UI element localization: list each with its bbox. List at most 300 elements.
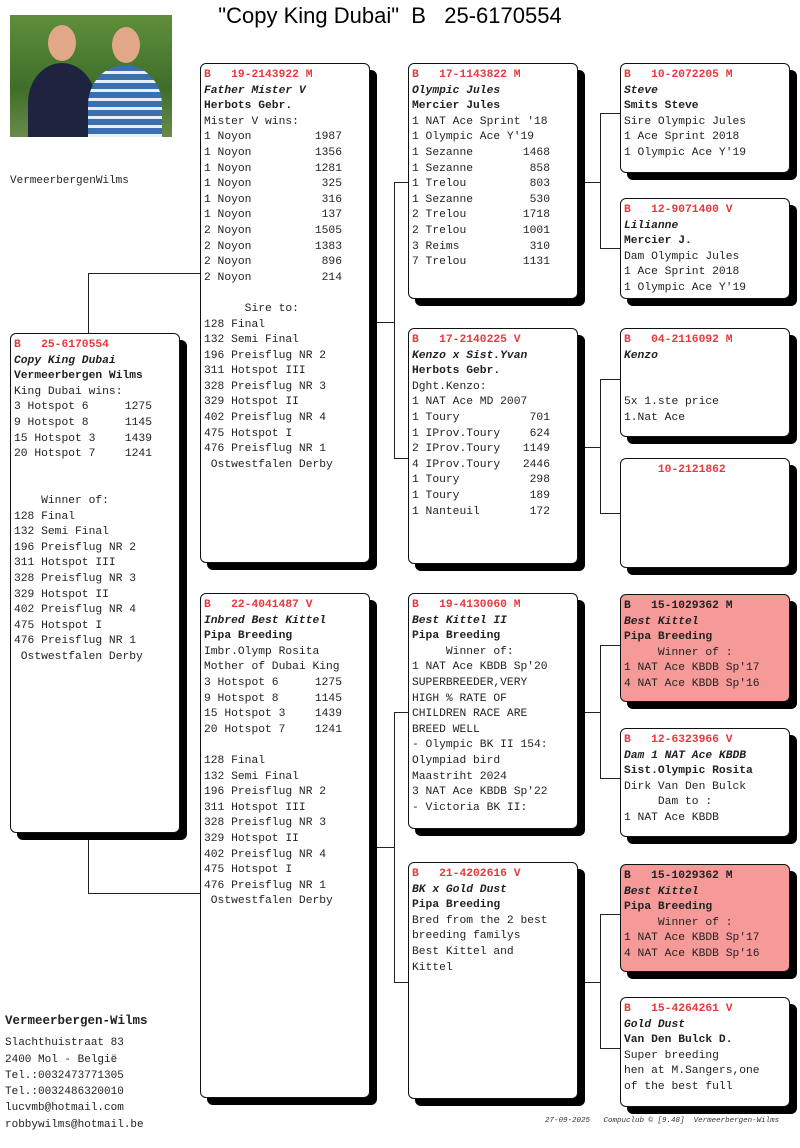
info-line: 196 Preisflug NR 2: [14, 541, 137, 554]
footer-date: 27-09-2025: [545, 1117, 591, 1125]
connector: [377, 322, 394, 323]
info-line: [412, 427, 574, 443]
pigeon-name: Inbred Best Kittel: [204, 614, 327, 627]
info-line: 4 NAT Ace KBDB Sp'16: [624, 677, 760, 690]
country-code: B: [204, 69, 211, 81]
info-line: 328 Preisflug NR 3: [204, 380, 327, 393]
spacer: [719, 334, 726, 346]
info-line: Kittel: [412, 961, 453, 974]
connector: [394, 712, 408, 713]
info-line: [204, 723, 366, 739]
ring-number: 15-1029362: [651, 870, 719, 882]
result-value: 1505: [314, 224, 342, 237]
connector: [88, 840, 89, 893]
result-race: 1 Toury: [412, 489, 460, 502]
ring-number: 12-6323966: [651, 734, 719, 746]
result-value: 1131: [522, 256, 550, 269]
info-line: [412, 411, 574, 427]
country-code: B: [14, 339, 21, 351]
info-line: 1 Olympic Ace Y'19: [412, 131, 535, 144]
info-line: 402 Preisflug NR 4: [204, 848, 327, 861]
info-line: [204, 271, 366, 287]
info-line: Best Kittel and: [412, 945, 514, 958]
ring-header: [412, 598, 574, 614]
connector: [600, 379, 620, 380]
spacer: [631, 69, 651, 81]
result-value: 1356: [314, 146, 342, 159]
info-line: 329 Hotspot II: [14, 588, 109, 601]
result-value: 137: [321, 209, 342, 222]
sex-marker: M: [725, 334, 733, 346]
connector: [585, 182, 600, 183]
country-code: B: [624, 1003, 631, 1015]
info-line: [204, 286, 366, 302]
info-line: [204, 193, 366, 209]
result-race: 9 Hotspot 8: [14, 416, 89, 429]
connector: [600, 914, 601, 1048]
info-line: 1 Olympic Ace Y'19: [624, 281, 747, 294]
info-line: 3 NAT Ace KBDB Sp'22: [412, 786, 548, 799]
info-line: 1.Nat Ace: [624, 411, 686, 424]
info-line: [204, 146, 366, 162]
result-value: 310: [529, 240, 550, 253]
info-line: 475 Hotspot I: [204, 864, 293, 877]
result-value: 1987: [314, 131, 342, 144]
country-code: B: [624, 204, 631, 216]
owner-name: Pipa Breeding: [204, 630, 293, 643]
pigeon-card-dam[interactable]: [200, 593, 370, 1098]
info-line: [412, 255, 574, 271]
result-race: 2 Noyon: [204, 271, 252, 284]
country-code: B: [624, 600, 631, 612]
spacer: [211, 69, 231, 81]
ring-number: 25-6170554: [41, 339, 109, 351]
owner-name: Sist.Olympic Rosita: [624, 765, 753, 778]
result-value: 1275: [314, 676, 342, 689]
info-line: 1 Olympic Ace Y'19: [624, 146, 747, 159]
connector: [600, 248, 620, 249]
info-line: 328 Preisflug NR 3: [204, 817, 327, 830]
pigeon-card-sds[interactable]: [620, 328, 790, 437]
owner-name: [624, 364, 786, 380]
info-line: Imbr.Olymp Rosita: [204, 645, 320, 658]
sex-marker: M: [725, 69, 733, 81]
ring-number: 12-9071400: [651, 204, 719, 216]
pigeon-card-sd[interactable]: [408, 328, 578, 564]
result-value: 701: [529, 411, 550, 424]
pigeon-name: Steve: [624, 84, 658, 97]
result-race: 4 IProv.Toury: [412, 458, 501, 471]
info-line: [412, 208, 574, 224]
info-line: [412, 458, 574, 474]
result-race: 1 Sezanne: [412, 146, 474, 159]
info-line: 476 Preisflug NR 1: [14, 635, 137, 648]
contact-phone: Tel.:0032473771305: [5, 1069, 124, 1082]
result-race: 3 Hotspot 6: [14, 401, 89, 414]
connector: [600, 645, 620, 646]
pigeon-card-subject[interactable]: [10, 333, 180, 833]
spacer: [21, 339, 41, 351]
result-value: 1439: [314, 708, 342, 721]
ring-header: [624, 599, 786, 615]
result-value: 325: [321, 178, 342, 191]
result-value: 896: [321, 256, 342, 269]
ring-header: [412, 867, 574, 883]
info-line: [14, 400, 176, 416]
ring-header: [624, 203, 786, 219]
info-line: [14, 447, 176, 463]
info-line: 132 Semi Final: [14, 526, 109, 539]
info-line: Mother of Dubai King: [204, 661, 340, 674]
info-line: [14, 416, 176, 432]
info-line: Bred from the 2 best: [412, 914, 548, 927]
ring-header: [624, 333, 786, 349]
info-line: Super breeding: [624, 1049, 719, 1062]
sex-marker: V: [513, 334, 521, 346]
result-race: 1 IProv.Toury: [412, 427, 501, 440]
connector: [600, 513, 620, 514]
result-race: 20 Hotspot 7: [204, 723, 286, 736]
sex-marker: V: [725, 1003, 733, 1015]
info-line: Ostwestfalen Derby: [204, 458, 333, 471]
info-line: BREED WELL: [412, 723, 480, 736]
ring-header: [624, 1002, 786, 1018]
ring-header: [624, 68, 786, 84]
result-value: 1149: [522, 443, 550, 456]
connector: [600, 914, 620, 915]
pigeon-card-sss[interactable]: [620, 63, 790, 173]
result-race: 2 Noyon: [204, 224, 252, 237]
info-line: Sire Olympic Jules: [624, 115, 747, 128]
result-value: 1145: [314, 692, 342, 705]
info-line: [14, 478, 176, 494]
info-line: CHILDREN RACE ARE: [412, 708, 528, 721]
info-line: 402 Preisflug NR 4: [204, 412, 327, 425]
owner-name: Smits Steve: [624, 100, 699, 113]
result-race: 1 Trelou: [412, 178, 467, 191]
result-race: 1 Noyon: [204, 209, 252, 222]
pigeon-name: Father Mister V: [204, 84, 306, 97]
info-line: 128 Final: [204, 754, 266, 767]
info-line: Maastriht 2024: [412, 770, 507, 783]
spacer: [631, 600, 651, 612]
contact-email[interactable]: lucvmb@hotmail.com: [5, 1102, 124, 1115]
info-line: 475 Hotspot I: [14, 619, 103, 632]
result-race: 2 Noyon: [204, 240, 252, 253]
owner-name: Herbots Gebr.: [412, 365, 501, 378]
pigeon-name: Olympic Jules: [412, 84, 501, 97]
spacer: [419, 599, 439, 611]
connector: [585, 982, 600, 983]
info-line: [204, 692, 366, 708]
info-line: 4 NAT Ace KBDB Sp'16: [624, 947, 760, 960]
pigeon-card-ssd[interactable]: [620, 198, 790, 299]
ring-number: 10-2121862: [657, 464, 726, 476]
info-line: [412, 177, 574, 193]
spacer: [109, 339, 116, 351]
result-value: 1439: [124, 432, 152, 445]
footer-owner: Vermeerbergen-Wilms: [693, 1117, 780, 1125]
spacer: [631, 1003, 651, 1015]
footer-software: Compuclub © [9.48]: [603, 1117, 685, 1125]
connector: [377, 847, 394, 848]
info-line: 476 Preisflug NR 1: [204, 443, 327, 456]
spacer: [719, 1003, 726, 1015]
info-line: 1 NAT Ace KBDB Sp'17: [624, 662, 760, 675]
result-race: 3 Reims: [412, 240, 460, 253]
country-code: B: [412, 599, 419, 611]
info-line: Ostwestfalen Derby: [204, 895, 333, 908]
info-line: - Victoria BK II:: [412, 801, 528, 814]
connector: [394, 182, 408, 183]
pigeon-card-ds[interactable]: [408, 593, 578, 829]
contact-block: [5, 1013, 148, 1133]
ring-header: [204, 598, 366, 614]
contact-email[interactable]: robbywilms@hotmail.be: [5, 1118, 144, 1131]
info-line: [204, 208, 366, 224]
contact-line: Slachthuistraat 83: [5, 1037, 124, 1050]
result-race: 1 Toury: [412, 474, 460, 487]
result-value: 1718: [522, 209, 550, 222]
ring-header: [14, 338, 176, 354]
info-line: Sire to:: [204, 302, 299, 315]
owner-name: Van Den Bulck D.: [624, 1034, 733, 1047]
spacer: [507, 868, 514, 880]
info-line: [204, 224, 366, 240]
person-right-head: [112, 27, 140, 63]
spacer: [631, 734, 651, 746]
info-line: [14, 432, 176, 448]
result-race: 1 Noyon: [204, 131, 252, 144]
brand-label: VermeerbergenWilms: [10, 175, 129, 187]
info-line: 1 NAT Ace KBDB Sp'20: [412, 661, 548, 674]
ring-number: 10-2072205: [651, 69, 719, 81]
result-value: 2446: [522, 458, 550, 471]
result-race: 7 Trelou: [412, 256, 467, 269]
connector: [394, 458, 408, 459]
pigeon-card-sire[interactable]: [200, 63, 370, 563]
pigeon-card-ss[interactable]: [408, 63, 578, 299]
info-line: [204, 676, 366, 692]
ring-header: [624, 733, 786, 749]
sex-marker: V: [305, 599, 313, 611]
info-line: 5x 1.ste price: [624, 396, 719, 409]
spacer: [507, 69, 514, 81]
contact-phone: Tel.:0032486320010: [5, 1086, 124, 1099]
spacer: [631, 204, 651, 216]
info-line: 328 Preisflug NR 3: [14, 572, 137, 585]
info-line: Dam Olympic Jules: [624, 250, 740, 263]
info-line: [412, 505, 574, 521]
sex-marker: M: [725, 870, 733, 882]
info-line: Olympiad bird: [412, 754, 501, 767]
info-line: 1 NAT Ace KBDB: [624, 811, 719, 824]
result-race: 2 Trelou: [412, 224, 467, 237]
ring-number: 21-4202616: [439, 868, 507, 880]
info-line: Winner of:: [412, 645, 514, 658]
ring-number: 04-2116092: [651, 334, 719, 346]
info-line: 329 Hotspot II: [204, 396, 299, 409]
spacer: [719, 600, 726, 612]
owner-name: Herbots Gebr.: [204, 100, 293, 113]
spacer: [719, 870, 726, 882]
result-value: 298: [529, 474, 550, 487]
owner-name: Pipa Breeding: [624, 631, 713, 644]
info-line: [412, 193, 574, 209]
connector: [600, 1048, 620, 1049]
ring-number: 15-4264261: [651, 1003, 719, 1015]
country-code: B: [412, 868, 419, 880]
info-line: hen at M.Sangers,one: [624, 1065, 760, 1078]
info-line: 311 Hotspot III: [204, 801, 306, 814]
result-race: 1 Noyon: [204, 178, 252, 191]
ring-number: 19-2143922: [231, 69, 299, 81]
sex-marker: M: [305, 69, 313, 81]
connector: [600, 379, 601, 513]
pigeon-card-sdd[interactable]: [620, 458, 790, 568]
ring-header: [624, 463, 786, 479]
result-race: 1 Noyon: [204, 193, 252, 206]
result-race: 1 Toury: [412, 411, 460, 424]
person-left: [28, 63, 96, 137]
info-line: 128 Final: [204, 318, 266, 331]
result-value: 1275: [124, 401, 152, 414]
pigeon-card-dss[interactable]: [620, 594, 790, 702]
info-line: breeding familys: [412, 930, 521, 943]
info-line: [14, 463, 176, 479]
spacer: [726, 464, 733, 476]
info-line: SUPERBREEDER,VERY: [412, 676, 528, 689]
info-line: 311 Hotspot III: [14, 557, 116, 570]
result-race: 1 Nanteuil: [412, 505, 480, 518]
ring-number: 17-1143822: [439, 69, 507, 81]
result-value: 530: [529, 193, 550, 206]
owner-name: Pipa Breeding: [624, 901, 713, 914]
info-line: [412, 442, 574, 458]
info-line: [204, 707, 366, 723]
info-line: 311 Hotspot III: [204, 365, 306, 378]
sex-marker: M: [513, 69, 521, 81]
pigeon-name: Lilianne: [624, 219, 679, 232]
result-race: 1 Sezanne: [412, 162, 474, 175]
sex-marker: M: [725, 600, 733, 612]
spacer: [211, 599, 231, 611]
info-line: [204, 177, 366, 193]
connector: [585, 712, 600, 713]
connector: [88, 273, 200, 274]
result-race: 2 Trelou: [412, 209, 467, 222]
result-value: 803: [529, 178, 550, 191]
pigeon-card-dd[interactable]: [408, 862, 578, 1099]
country-code: B: [624, 69, 631, 81]
info-line: 1 Ace Sprint 2018: [624, 131, 740, 144]
pigeon-name: Best Kittel: [624, 885, 699, 898]
result-value: 858: [529, 162, 550, 175]
result-value: 624: [529, 427, 550, 440]
result-race: 9 Hotspot 8: [204, 692, 279, 705]
info-line: [204, 255, 366, 271]
ring-number: 22-4041487: [231, 599, 299, 611]
info-line: King Dubai wins:: [14, 385, 123, 398]
info-line: Winner of :: [624, 916, 733, 929]
info-line: [412, 473, 574, 489]
result-value: 1468: [522, 146, 550, 159]
spacer: [719, 69, 726, 81]
info-line: 402 Preisflug NR 4: [14, 604, 137, 617]
spacer: [419, 868, 439, 880]
info-line: 476 Preisflug NR 1: [204, 879, 327, 892]
info-line: 196 Preisflug NR 2: [204, 349, 327, 362]
info-line: 1 NAT Ace KBDB Sp'17: [624, 932, 760, 945]
country-code: B: [412, 69, 419, 81]
result-race: 2 Noyon: [204, 256, 252, 269]
info-line: Dam to :: [624, 796, 713, 809]
info-line: [412, 224, 574, 240]
pigeon-name: Kenzo: [624, 349, 658, 362]
connector: [600, 113, 601, 248]
result-value: 189: [529, 489, 550, 502]
pigeon-card-dsd[interactable]: [620, 728, 790, 837]
connector: [600, 645, 601, 778]
ring-number: 15-1029362: [651, 600, 719, 612]
pigeon-name: BK x Gold Dust: [412, 883, 507, 896]
owner-name: Mercier J.: [624, 235, 692, 248]
info-line: 475 Hotspot I: [204, 427, 293, 440]
info-line: Winner of:: [14, 494, 109, 507]
owner-name: Pipa Breeding: [412, 899, 501, 912]
person-left-head: [48, 25, 76, 61]
result-value: 1281: [314, 162, 342, 175]
result-race: 20 Hotspot 7: [14, 448, 96, 461]
result-value: 1145: [124, 416, 152, 429]
info-line: [204, 240, 366, 256]
owner-name: Vermeerbergen Wilms: [14, 370, 143, 383]
owner-name: Pipa Breeding: [412, 630, 501, 643]
result-race: 1 Noyon: [204, 162, 252, 175]
spacer: [419, 69, 439, 81]
pigeon-card-ddd[interactable]: [620, 997, 790, 1107]
result-race: 1 Sezanne: [412, 193, 474, 206]
result-race: 3 Hotspot 6: [204, 676, 279, 689]
info-line: 196 Preisflug NR 2: [204, 786, 327, 799]
country-code: B: [624, 734, 631, 746]
info-line: 128 Final: [14, 510, 76, 523]
footer: [545, 1117, 779, 1125]
sex-marker: V: [725, 204, 733, 216]
country-code: B: [412, 334, 419, 346]
result-value: 316: [321, 193, 342, 206]
info-line: 1 NAT Ace Sprint '18: [412, 115, 548, 128]
spacer: [631, 334, 651, 346]
info-line: 132 Semi Final: [204, 334, 299, 347]
info-line: Dirk Van Den Bulck: [624, 780, 747, 793]
result-race: 2 IProv.Toury: [412, 443, 501, 456]
connector: [394, 982, 408, 983]
info-line: [204, 162, 366, 178]
connector: [600, 113, 620, 114]
info-line: HIGH % RATE OF: [412, 692, 507, 705]
connector: [394, 712, 395, 982]
info-line: [204, 130, 366, 146]
spacer: [419, 334, 439, 346]
info-line: [624, 380, 786, 396]
result-race: 1 Noyon: [204, 146, 252, 159]
result-value: 172: [529, 505, 550, 518]
pigeon-card-dds[interactable]: [620, 864, 790, 972]
info-line: [412, 162, 574, 178]
person-right: [88, 65, 162, 137]
info-line: 329 Hotspot II: [204, 832, 299, 845]
